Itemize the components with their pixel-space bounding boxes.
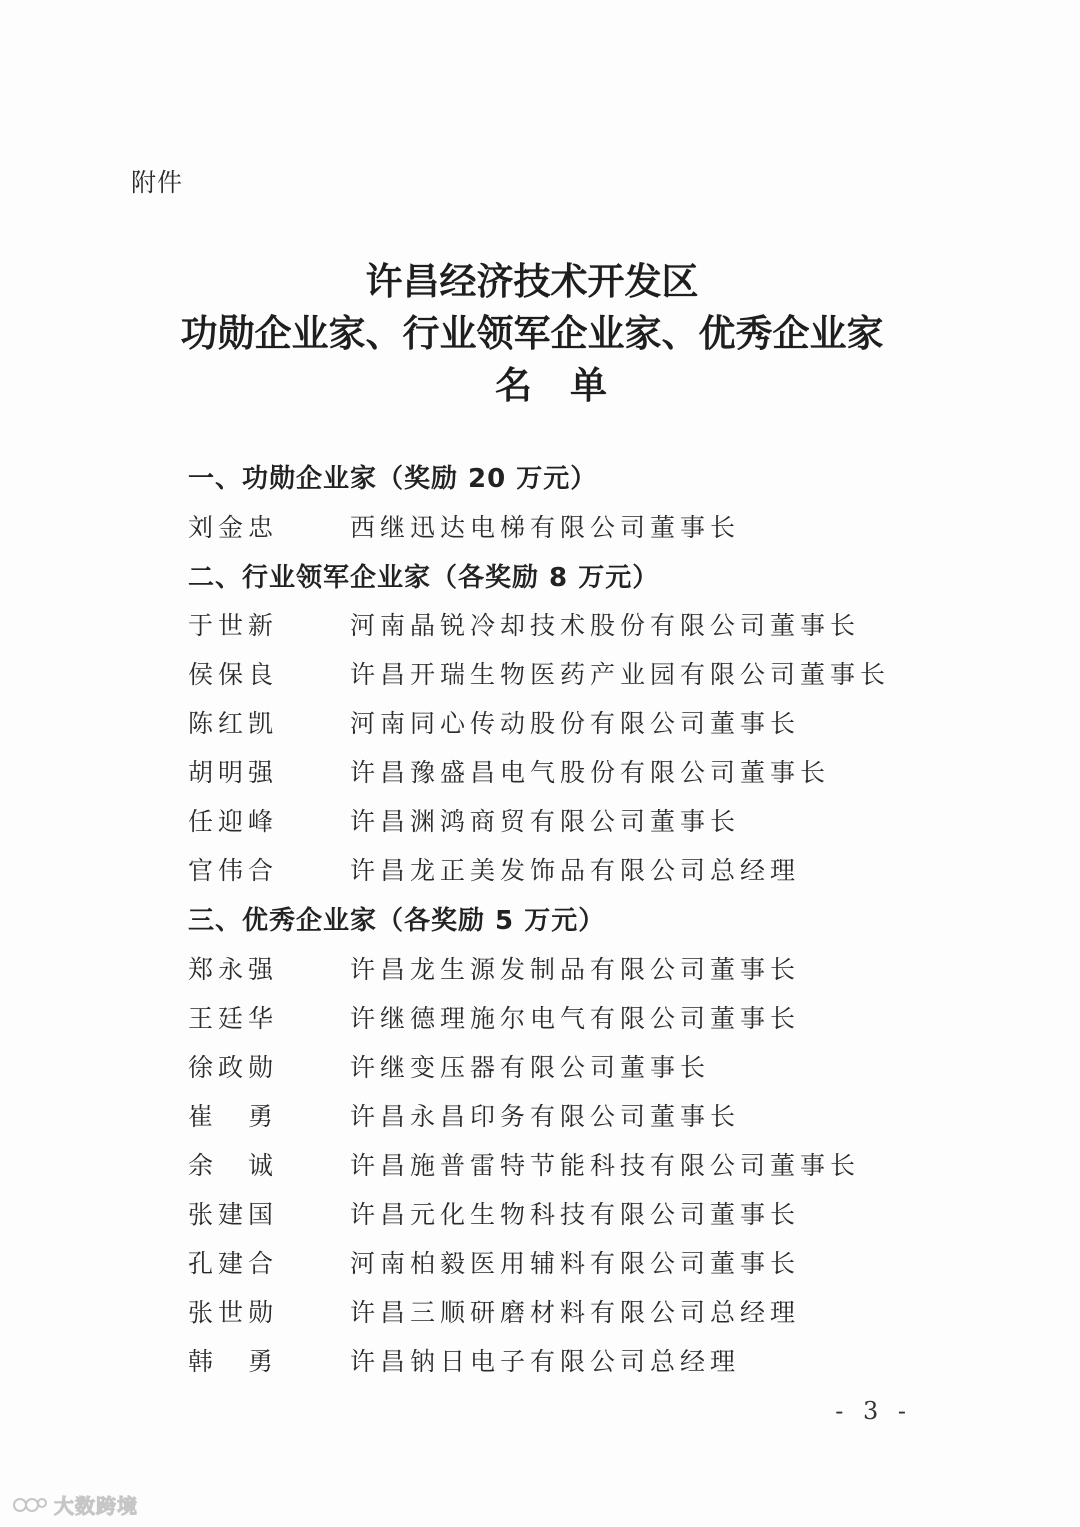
entrepreneur-name: 王廷华 — [188, 1004, 279, 1033]
company-title: 许昌开瑞生物医药产业园有限公司董事长 — [350, 660, 891, 689]
entrepreneur-name: 郑永强 — [188, 955, 279, 984]
watermark — [12, 1490, 138, 1519]
company-title: 许昌钠日电子有限公司总经理 — [350, 1347, 741, 1376]
entrepreneur-name: 徐政勋 — [188, 1053, 279, 1082]
company-title: 河南同心传动股份有限公司董事长 — [350, 709, 801, 738]
company-title: 许昌三顺研磨材料有限公司总经理 — [350, 1298, 801, 1327]
entrepreneur-name: 张世勋 — [188, 1298, 279, 1327]
title-line-2: 功勋企业家、行业领军企业家、优秀企业家 — [180, 311, 884, 355]
company-title: 许继变压器有限公司董事长 — [350, 1053, 711, 1082]
company-title: 许继德理施尔电气有限公司董事长 — [350, 1004, 801, 1033]
entrepreneur-name: 崔 勇 — [188, 1102, 279, 1131]
company-title: 河南晶锐冷却技术股份有限公司董事长 — [350, 611, 861, 640]
company-title: 西继迅达电梯有限公司董事长 — [350, 513, 741, 542]
company-title: 河南柏毅医用辅料有限公司董事长 — [350, 1249, 801, 1278]
company-title: 许昌豫盛昌电气股份有限公司董事长 — [350, 758, 831, 787]
title-line-1: 许昌经济技术开发区 — [365, 259, 699, 303]
entrepreneur-name: 陈红凯 — [188, 709, 279, 738]
company-title: 许昌龙正美发饰品有限公司总经理 — [350, 856, 801, 885]
company-title: 许昌元化生物科技有限公司董事长 — [350, 1200, 801, 1229]
entrepreneur-name: 余 诚 — [188, 1151, 279, 1180]
section-heading-3: 三、优秀企业家（各奖励 5 万元） — [188, 906, 606, 936]
entrepreneur-name: 刘金忠 — [188, 513, 279, 542]
entrepreneur-name: 侯保良 — [188, 660, 279, 689]
section-heading-1: 一、功勋企业家（奖励 20 万元） — [188, 464, 598, 494]
entrepreneur-name: 孔建合 — [188, 1249, 279, 1278]
entrepreneur-name: 任迎峰 — [188, 807, 279, 836]
company-title: 许昌龙生源发制品有限公司董事长 — [350, 955, 801, 984]
entrepreneur-name: 张建国 — [188, 1200, 279, 1229]
entrepreneur-name: 官伟合 — [188, 856, 279, 885]
entrepreneur-name: 于世新 — [188, 611, 279, 640]
watermark-text: 大数跨境 — [54, 1494, 138, 1518]
watermark-logo-icon — [12, 1494, 48, 1516]
page-number: - 3 - — [835, 1397, 912, 1425]
attachment-label: 附件 — [131, 168, 184, 197]
title-line-3: 名单 — [495, 363, 645, 407]
company-title: 许昌永昌印务有限公司董事长 — [350, 1102, 741, 1131]
company-title: 许昌施普雷特节能科技有限公司董事长 — [350, 1151, 861, 1180]
entrepreneur-name: 胡明强 — [188, 758, 279, 787]
section-heading-2: 二、行业领军企业家（各奖励 8 万元） — [188, 563, 660, 593]
entrepreneur-name: 韩 勇 — [188, 1347, 279, 1376]
company-title: 许昌渊鸿商贸有限公司董事长 — [350, 807, 741, 836]
